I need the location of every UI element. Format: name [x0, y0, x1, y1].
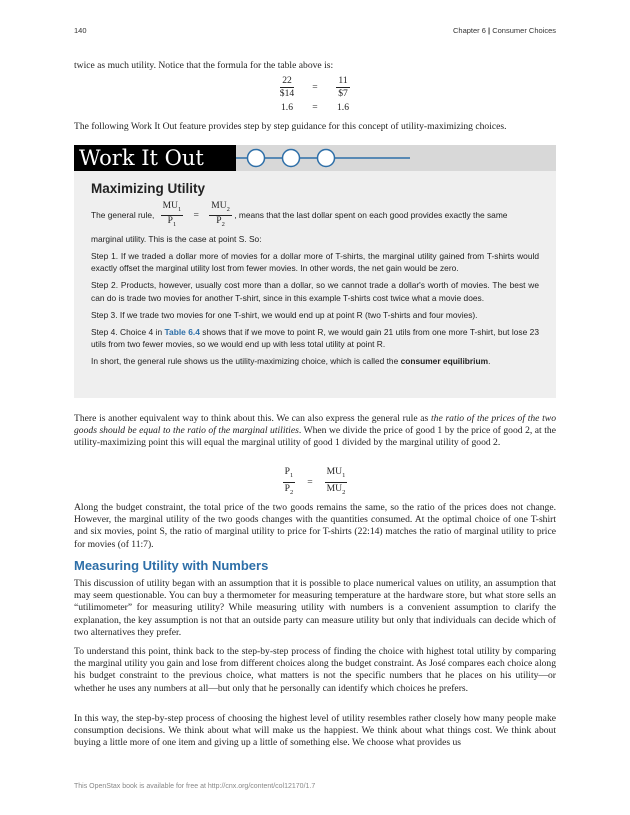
- price-ratio-formula: $\frac{P_1}{P_2}$ = $\frac{MU_1}{MU_2}$: [284, 466, 346, 496]
- header-separator: |: [488, 26, 491, 35]
- formula-left-fraction: $\frac{22}{\$14}$: [279, 75, 295, 99]
- section-heading: Measuring Utility with Numbers: [74, 558, 269, 573]
- table-formula: [0, 76, 630, 116]
- formula-equals: =: [312, 82, 318, 93]
- consumer-equilibrium-term: consumer equilibrium: [400, 356, 489, 367]
- section-paragraph-2: To understand this point, think back to the step-by-step process of finding the choice with highest total utility by comparing the marginal utility you gain and lose from different choices along the budget constraint. As José compares each choice along his budget constraint to the previous choice, what matters is not the specific numbers that he places on his utility—or whether he uses any numbers at all—but only that he personally can identify which choices he prefers.: [74, 646, 556, 694]
- work-it-out-content: [91, 181, 539, 373]
- formula-row-1: [0, 76, 630, 99]
- paragraph-budget: Along the budget constraint, the total price of the two goods remains the same, so the ratio of the prices does not change. However, the marginal utility of the two goods changes with the quantities consumed. At the optimal choice of one T-shirt and six movies, point S, the ratio of marginal utility to price for T-shirts (22:14) matches the ratio of marginal utility to price for movies (of 11:7).: [74, 502, 556, 550]
- footer-notice: This OpenStax book is available for free at http://cnx.org/content/col12170/1.7: [74, 783, 316, 790]
- step-1: Step 1. If we traded a dollar more of movies for a dollar more of T-shirts, the marginal utility gained from T-shirts would exactly offset the marginal utility lost from fewer movies. In other words, the net gain would be zero.: [91, 250, 539, 274]
- chapter-title: Consumer Choices: [492, 26, 556, 35]
- rule-fraction-left: $\frac{MU_1}{P_1}$: [162, 201, 182, 229]
- intro-followup: The following Work It Out feature provides step by step guidance for this concept of utility-maximizing choices.: [74, 121, 507, 132]
- intro-line: twice as much utility. Notice that the formula for the table above is:: [74, 60, 334, 71]
- work-it-out-box: [74, 145, 556, 398]
- general-rule-continued: marginal utility. This is the case at point S. So:: [91, 233, 262, 244]
- rule-fraction-right: $\frac{MU_2}{P_2}$: [211, 201, 230, 229]
- intro-line-container: [74, 60, 556, 72]
- formula-row-2: 1.6 = 1.6: [281, 102, 349, 113]
- ratio-emphasis: the ratio of the prices of the two goods should be equal to the ratio of the marginal utilities: [74, 413, 557, 437]
- table-6-4-link[interactable]: Table 6.4: [164, 327, 200, 337]
- general-rule: The general rule, $\frac{MU_1}{P_1}$ = $\frac{MU_2}{P_2}$ , means that the last dollar spent on each good provides exactly the same: [91, 201, 508, 229]
- step-2: Step 2. Products, however, usually cost more than a dollar, so we cannot trade a dollar's worth of movies. The best we can do is trade two movies for another T-shirt, since in this example T-shirts cost twice what a movie does.: [91, 280, 539, 303]
- section-paragraph-1: This discussion of utility began with an assumption that it is possible to place numerical values on utility, an assumption that may seem questionable. You can buy a thermometer for measuring temperature at the hardware store, but what store sells an “utilimometer” for measuring utility? While measuring utility with numbers is a convenient assumption to clarify the explanation, the key assumption is not that an outside party can measure utility but only that individuals can decide which of two alternatives they prefer.: [74, 578, 556, 638]
- formula-right-fraction: $\frac{11}{\$7}$: [338, 75, 348, 99]
- page-number: 140: [74, 26, 87, 35]
- step-4: Step 4. Choice 4 in Table 6.4 shows that if we move to point R, we would gain 21 utils from one more T-shirt, but lose 23 utils from two fewer movies, so we would end up with less total utility at point R.: [91, 327, 539, 350]
- step-3: Step 3. If we trade two movies for one T-shirt, we would end up at point R (two T-shirts and four movies).: [91, 309, 478, 320]
- chapter-number: Chapter 6: [452, 26, 486, 35]
- price-ratio-fraction: $\frac{P_1}{P_2}$: [284, 466, 294, 496]
- work-it-out-label: Work It Out: [74, 145, 236, 171]
- work-it-out-circles-icon: [236, 148, 416, 173]
- work-it-out-heading: Maximizing Utility: [91, 181, 206, 196]
- paragraph-equivalent: There is another equivalent way to think about this. We can also express the general rule as the ratio of the prices of the two goods should be equal to the ratio of the marginal utilities. When we divide the price of good 1 by the price of good 2, at the utility-maximizing point this will equal the marginal utility of good 1 divided by the marginal utility of good 2.: [74, 413, 557, 449]
- mu-ratio-fraction: $\frac{MU_1}{MU_2}$: [326, 466, 346, 496]
- work-it-out-summary: In short, the general rule shows us the utility-maximizing choice, which is called the consumer equilibrium.: [91, 356, 491, 367]
- section-paragraph-3: In this way, the step-by-step process of choosing the highest level of utility resembles rather closely how many people make consumption decisions. We think about what will make us the happiest. We think about what things cost. We think about buying a little more of one item and giving up a little of something else. We choose what provides us: [74, 713, 556, 749]
- running-header: [453, 26, 556, 35]
